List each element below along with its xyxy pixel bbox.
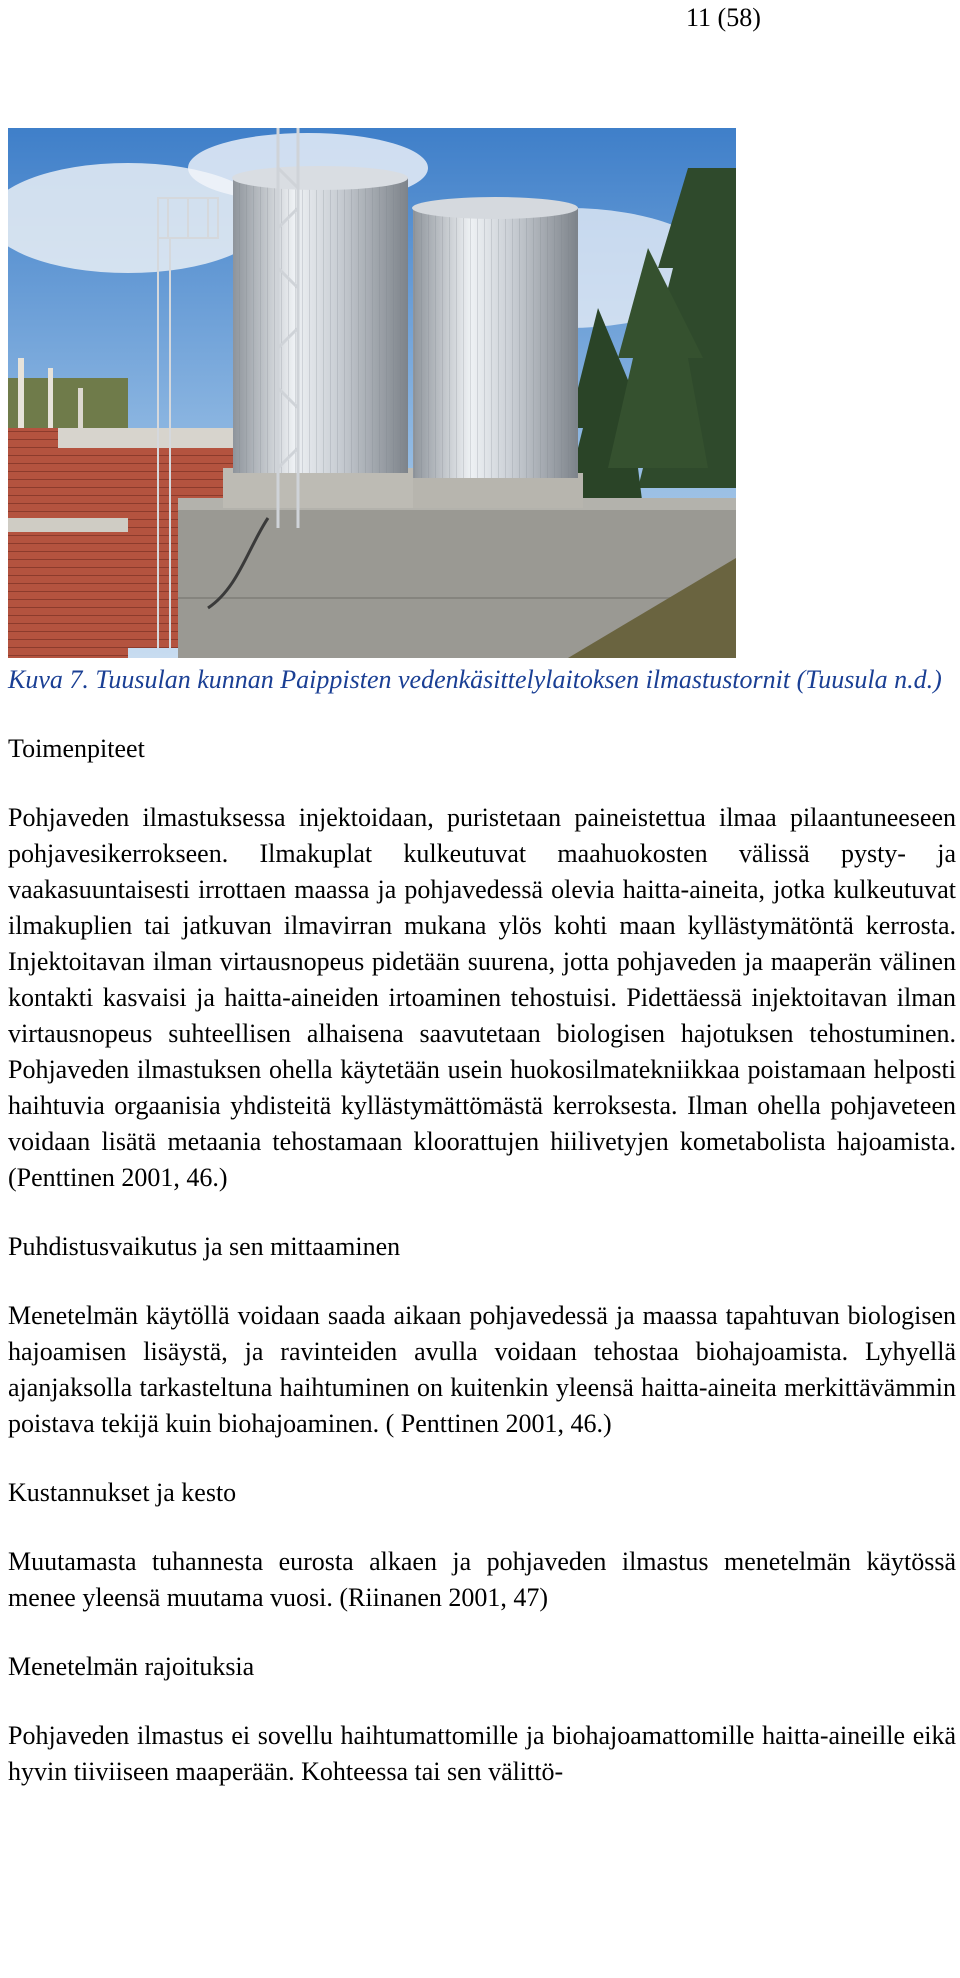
section-heading-toimenpiteet: Toimenpiteet — [8, 734, 145, 763]
document-body — [8, 662, 956, 1790]
section-heading-kustannukset: Kustannukset ja kesto — [8, 1478, 237, 1507]
section-heading-rajoituksia: Menetelmän rajoituksia — [8, 1652, 255, 1681]
figure-caption: Kuva 7. Tuusulan kunnan Paippisten vedenkäsittelylaitoksen ilmastustornit (Tuusula n.d.) — [8, 665, 942, 694]
section-body-rajoituksia: Pohjaveden ilmastus ei sovellu haihtumattomille ja biohajoamattomille haitta-aineille eikä hyvin tiiviiseen maaperään. Kohteessa tai sen välittö- — [8, 1721, 956, 1786]
section-body-toimenpiteet: Pohjaveden ilmastuksessa injektoidaan, puristetaan paineistettua ilmaa pilaantuneeseen pohjavesikerrokseen. Ilmakuplat kulkeutuvat maahuokosten välissä pysty- ja vaakasuuntaisesti irrottaen maassa ja pohjavedessä olevia haitta-aineita, jotka kulkeutuvat ilmakuplien tai jatkuvan ilmavirran mukana ylös kohti maan kyllästymätöntä kerrosta. Injektoitavan ilman virtausnopeus pidetään suurena, jotta pohjaveden ja maaperän välinen kontakti kasvaisi ja haitta-aineiden irtoaminen tehostuisi. Pidettäessä injektoitavan ilman virtausnopeus suhteellisen alhaisena saavutetaan biologisen hajotuksen tehostuminen. Pohjaveden ilmastuksen ohella käytetään usein huokosilmatekniikkaa poistamaan helposti haihtuvia orgaanisia yhdisteitä kyllästymättömästä kerroksesta. Ilman ohella pohjaveteen voidaan lisätä metaania tehostamaan kloorattujen hiilivetyjen kometabolista hajoamista. (Penttinen 2001, 46.) — [8, 803, 956, 1192]
section-body-kustannukset: Muutamasta tuhannesta eurosta alkaen ja pohjaveden ilmastus menetelmän käytössä menee yleensä muutama vuosi. (Riinanen 2001, 47) — [8, 1547, 956, 1612]
section-heading-puhdistusvaikutus: Puhdistusvaikutus ja sen mittaaminen — [8, 1232, 401, 1261]
section-body-puhdistusvaikutus: Menetelmän käytöllä voidaan saada aikaan pohjavedessä ja maassa tapahtuvan biologisen hajoamisen lisäystä, ja ravinteiden avulla voidaan tehostaa biohajoamista. Lyhyellä ajanjaksolla tarkasteltuna haihtuminen on kuitenkin yleensä haitta-aineita merkittävämmin poistava tekijä kuin biohajoaminen. ( Penttinen 2001, 46.) — [8, 1301, 956, 1438]
page-number: 11 (58) — [686, 3, 761, 32]
figure-photo — [8, 128, 736, 658]
